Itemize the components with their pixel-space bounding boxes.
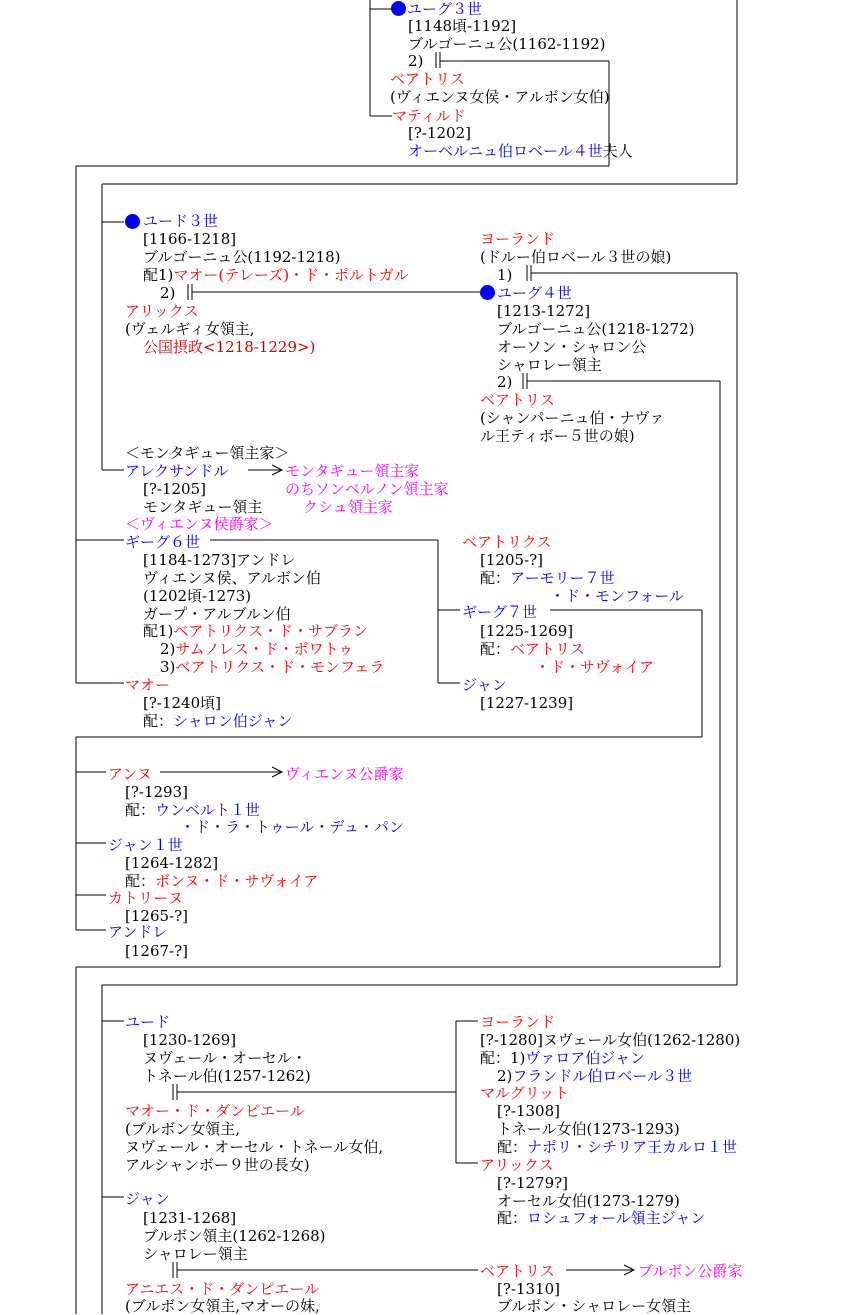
title2-jean-bourbon: シャロレー領主 (143, 1245, 248, 1263)
person-catherine[interactable]: カトリーヌ (108, 889, 184, 907)
spouse-beatrix: 配：アーモリー７世 (480, 569, 615, 587)
dates-catherine: [1265-?] (125, 907, 188, 925)
branch-vienne-duchy[interactable]: ヴィエンヌ公爵家 (285, 765, 404, 783)
title3-hugues4: シャロレー領主 (497, 356, 602, 374)
person-mathilde[interactable]: マティルド (392, 107, 466, 125)
title-eudes3: ブルゴーニュ公(1192-1218) (143, 248, 341, 266)
person-mahaut-portugal[interactable]: マオー(テレーズ)・ド・ポルトガル (173, 266, 409, 284)
heir-dot-icon (391, 1, 406, 16)
spouse-alix2: 配：ロシュフォール領主ジャン (497, 1209, 706, 1227)
dates-eudes3: [1166-1218] (143, 230, 237, 248)
title3-guigues6: ガープ・アルブルン伯 (143, 605, 291, 623)
person-jean-vienne[interactable]: ジャン (462, 676, 507, 694)
marriage1-guigues6: 配1)ベアトリクス・ド・サブラン (143, 622, 368, 640)
title-hugues3: ブルゴーニュ公(1162-1192) (408, 35, 606, 53)
dates-mathilde: [?-1202] (408, 124, 471, 142)
person-beatrice[interactable]: ベアトリス (390, 70, 465, 88)
desc3-mahaut-dampierre: アルシャンボー９世の長女) (125, 1156, 310, 1174)
person-robert3-flanders[interactable]: フランドル伯ロベール３世 (512, 1067, 693, 1085)
spouse-guigues7: 配：ベアトリス (480, 640, 585, 658)
person-agnes[interactable]: アニエス・ド・ダンピエール (125, 1280, 320, 1298)
person-hugues3[interactable]: ユーグ３世 (407, 0, 483, 18)
person-beatrice-savoie[interactable]: ベアトリス (510, 640, 585, 658)
person-yolande2[interactable]: ヨーランド (480, 1013, 556, 1031)
person-beatrix-montferrat[interactable]: ベアトリクス・ド・モンフェラ (175, 658, 385, 676)
branch-montaigu[interactable]: モンタギュー領主家 (285, 462, 420, 480)
person-jean-rochefort[interactable]: ロシュフォール領主ジャン (527, 1209, 706, 1227)
title1-hugues4: ブルゴーニュ公(1218-1272) (497, 320, 695, 338)
person-mahaut-vienne[interactable]: マオー (125, 676, 171, 694)
spouse2-guigues7: ・ド・サヴォイア (535, 658, 654, 676)
dates-beatrix: [1205-?] (480, 551, 543, 569)
title-beatrice3: ブルボン・シャロレー女領主 (497, 1297, 692, 1315)
person-jean-valois[interactable]: ヴァロア伯ジャン (525, 1049, 645, 1067)
dates-guigues6: [1184-1273]アンドレ (143, 551, 296, 569)
spouse2-yolande2: 2)フランドル伯ロベール３世 (497, 1067, 693, 1085)
person-beatrix[interactable]: ベアトリクス (462, 533, 552, 551)
person-eudes3[interactable]: ユード３世 (143, 212, 219, 230)
marriage-label: 2) (497, 373, 513, 391)
dates-marguerite: [?-1308] (497, 1102, 560, 1120)
dates-beatrice3: [?-1310] (497, 1280, 560, 1298)
person-yolande[interactable]: ヨーランド (480, 230, 556, 248)
spouse-mahaut: 配：シャロン伯ジャン (143, 712, 293, 730)
dates-jean-bourbon: [1231-1268] (143, 1209, 237, 1227)
dates-alexandre: [?-1205] (143, 480, 206, 498)
person-alexandre[interactable]: アレクサンドル (125, 462, 229, 480)
person-robert4[interactable]: オーベルニュ伯ロベール４世 (408, 142, 603, 160)
branch-sombernon[interactable]: のちソンベルノン領主家 (285, 480, 449, 498)
title-alexandre: モンタギュー領主 (143, 498, 263, 516)
person-eudes[interactable]: ユード (125, 1013, 171, 1031)
person-alix[interactable]: アリックス (125, 302, 199, 320)
spouse-mathilde: オーベルニュ伯ロベール４世夫人 (408, 142, 633, 160)
dates-jean1: [1264-1282] (125, 854, 219, 872)
desc1-agnes: (ブルボン女領主,マオーの妹, (125, 1297, 320, 1315)
person-jean-chalon[interactable]: シャロン伯ジャン (173, 712, 293, 730)
person-jean1[interactable]: ジャン１世 (108, 836, 183, 854)
desc-alix: (ヴェルギィ女領主, (125, 320, 255, 338)
title-alix2: オーセル女伯(1273-1279) (497, 1192, 680, 1210)
marriage1-eudes3: 配1)マオー(テレーズ)・ド・ポルトガル (143, 266, 409, 284)
dates-hugues4: [1213-1272] (497, 302, 591, 320)
dates-yolande2: [?-1280]ヌヴェール女伯(1262-1280) (480, 1031, 741, 1049)
spouse-anne: 配：ウンベルト１世 (125, 801, 261, 819)
person-hugues4[interactable]: ユーグ４世 (497, 284, 573, 302)
spouse1-yolande2: 配：1)ヴァロア伯ジャン (480, 1049, 645, 1067)
desc1-beatrice2: (シャンパーニュ伯・ナヴァ (480, 409, 665, 427)
person-semnoresse[interactable]: サムノレス・ド・ポワトゥ (175, 640, 354, 658)
marriage2-guigues6: 2)サムノレス・ド・ポワトゥ (160, 640, 354, 658)
dates-mahaut: [?-1240頃] (143, 694, 221, 712)
dates-jean-vienne: [1227-1239] (480, 694, 574, 712)
title-marguerite: トネール女伯(1273-1293) (497, 1120, 680, 1138)
marriage3-guigues6: 3)ベアトリクス・ド・モンフェラ (160, 658, 385, 676)
dates-guigues7: [1225-1269] (480, 622, 574, 640)
person-beatrice2[interactable]: ベアトリス (480, 391, 555, 409)
spouse2-anne: ・ド・ラ・トゥール・デュ・パン (180, 818, 404, 836)
person-humbert1[interactable]: ウンベルト１世 (155, 801, 261, 819)
person-charles1[interactable]: ナポリ・シチリア王カルロ１世 (527, 1138, 738, 1156)
spouse-marguerite: 配：ナポリ・シチリア王カルロ１世 (497, 1138, 738, 1156)
dates-hugues3: [1148頃-1192] (408, 17, 517, 35)
person-bonne-savoie[interactable]: ボンヌ・ド・サヴォイア (155, 872, 319, 890)
branch-bourbon-duchy[interactable]: ブルボン公爵家 (638, 1262, 743, 1280)
branch-couches[interactable]: クシュ領主家 (303, 498, 393, 516)
spouse2-beatrix: ・ド・モンフォール (550, 587, 684, 605)
marriage-label: 1) (497, 266, 513, 284)
title1-jean-bourbon: ブルボン領主(1262-1268) (143, 1227, 326, 1245)
title2-guigues6: (1202頃-1273) (143, 587, 252, 605)
person-mahaut-dampierre[interactable]: マオー・ド・ダンピエール (125, 1102, 305, 1120)
title1-guigues6: ヴィエンヌ侯、アルボン伯 (143, 569, 321, 587)
title1-eudes: ヌヴェール・オーセル・ (143, 1049, 307, 1067)
heir-dot-icon (480, 285, 495, 300)
person-guigues6[interactable]: ギーグ６世 (125, 533, 201, 551)
house-montaigu: ＜モンタギュー領主家＞ (125, 444, 290, 462)
title2-eudes: トネール伯(1257-1262) (143, 1067, 311, 1085)
desc-alix-regency: 公国摂政<1218-1229>) (143, 338, 316, 356)
person-marguerite[interactable]: マルグリット (480, 1084, 570, 1102)
dates-eudes: [1230-1269] (143, 1031, 237, 1049)
desc-yolande: (ドルー伯ロベール３世の娘) (480, 248, 672, 266)
desc-beatrice: (ヴィエンヌ女侯・アルボン女伯) (390, 88, 610, 106)
house-vienne: ＜ヴィエンヌ侯爵家＞ (125, 515, 274, 533)
dates-andre: [1267-?] (125, 942, 188, 960)
marriage-label: 2) (160, 284, 176, 302)
heir-dot-icon (125, 214, 140, 229)
person-anne[interactable]: アンヌ (108, 765, 152, 783)
person-beatrice3[interactable]: ベアトリス (480, 1262, 555, 1280)
dates-alix2: [?-1279?] (497, 1174, 569, 1192)
marriage-label: 2) (408, 52, 424, 70)
person-andre[interactable]: アンドレ (108, 923, 168, 941)
desc2-beatrice2: ル王ティボー５世の娘) (480, 427, 635, 445)
title2-hugues4: オーソン・シャロン公 (497, 338, 647, 356)
dates-anne: [?-1293] (125, 783, 188, 801)
person-alix2[interactable]: アリックス (480, 1156, 554, 1174)
person-jean-bourbon[interactable]: ジャン (125, 1190, 170, 1208)
person-beatrix-sabran[interactable]: ベアトリクス・ド・サブラン (173, 622, 368, 640)
person-guigues7[interactable]: ギーグ７世 (462, 603, 538, 621)
desc2-mahaut-dampierre: ヌヴェール・オーセル・トネール女伯, (125, 1138, 384, 1156)
spouse-jean1: 配：ボンヌ・ド・サヴォイア (125, 872, 319, 890)
desc1-mahaut-dampierre: (ブルボン女領主, (125, 1120, 241, 1138)
person-amaury7[interactable]: アーモリー７世 (510, 569, 615, 587)
